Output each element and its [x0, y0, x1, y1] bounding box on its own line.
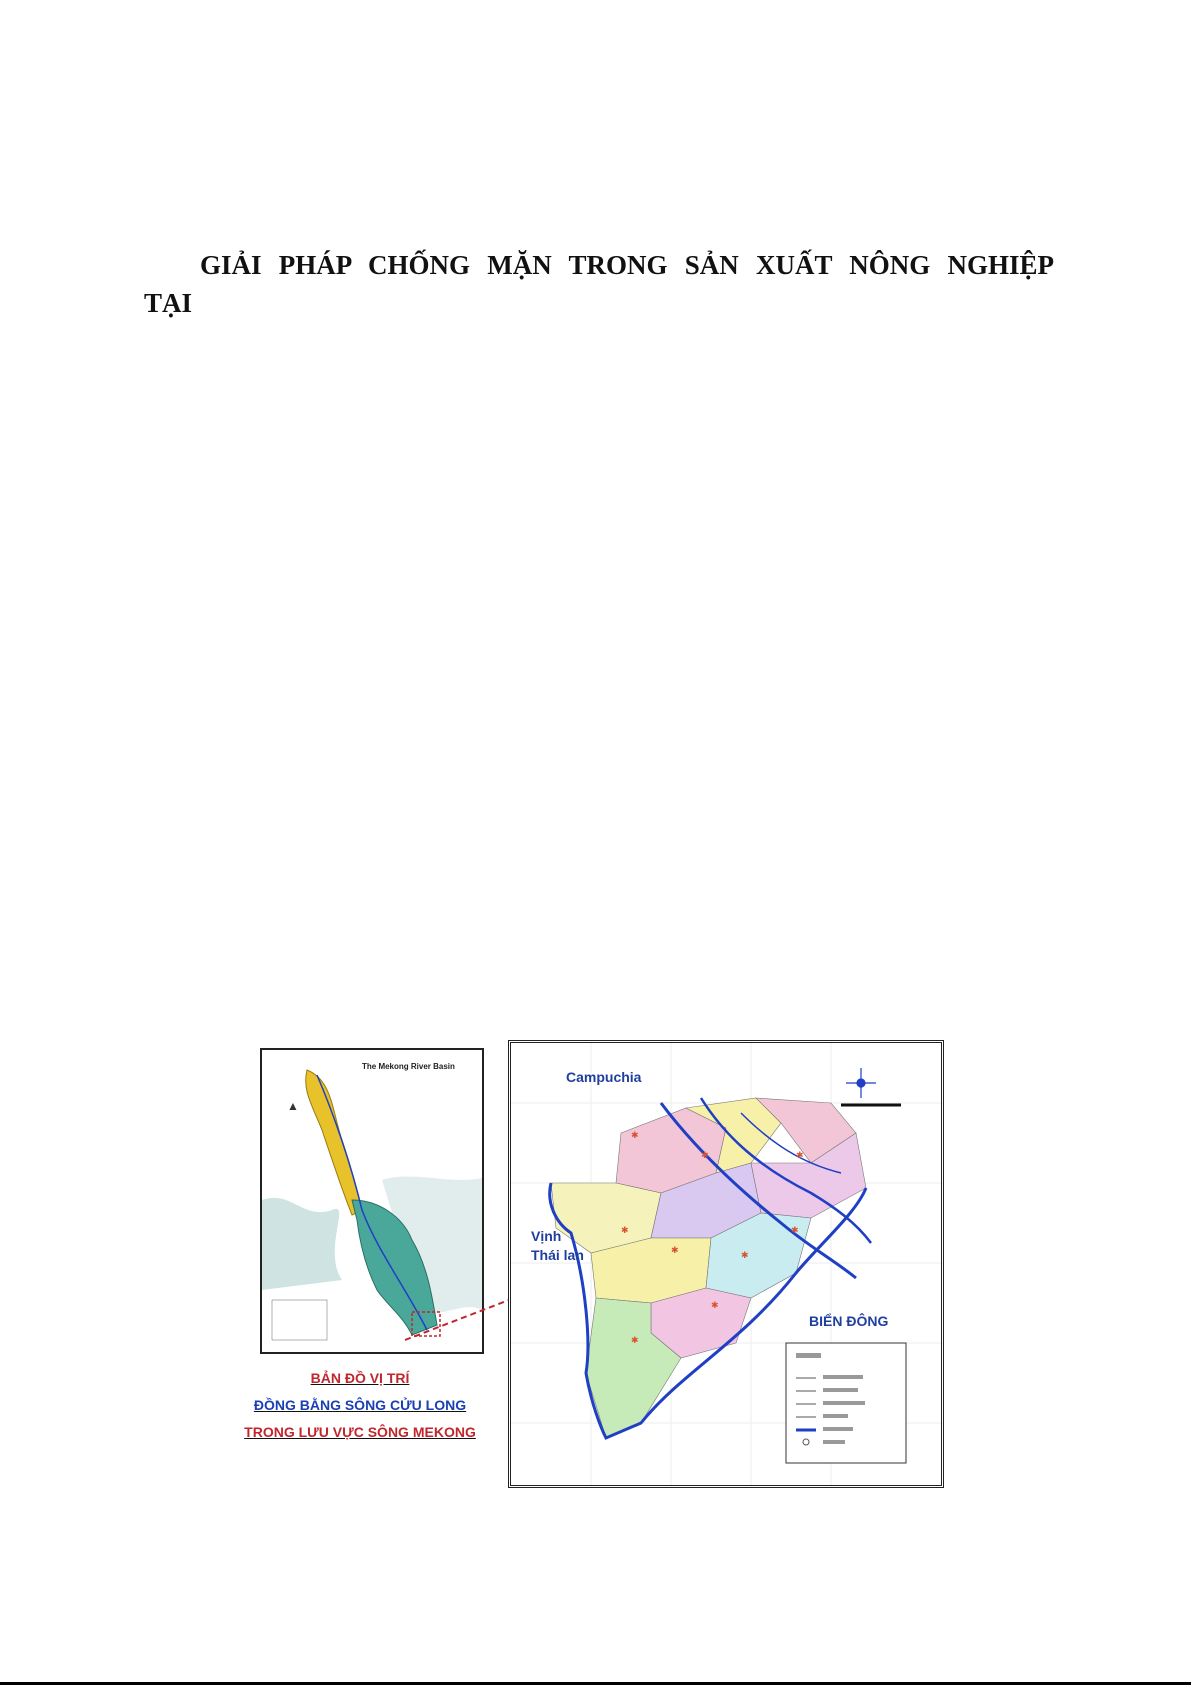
caption-line-2: ĐỒNG BẰNG SÔNG CỬU LONG — [253, 1397, 467, 1413]
delta-map-graphic — [511, 1043, 941, 1485]
title-line-2: TẠI — [144, 288, 193, 318]
inset-title: The Mekong River Basin — [362, 1062, 455, 1071]
svg-text:✱: ✱ — [621, 1225, 629, 1235]
svg-text:✱: ✱ — [711, 1300, 719, 1310]
svg-text:✱: ✱ — [631, 1335, 639, 1345]
caption-line-3: TRONG LƯU VỰC SÔNG MEKONG — [244, 1424, 476, 1440]
svg-text:✱: ✱ — [631, 1130, 639, 1140]
label-campuchia: Campuchia — [566, 1069, 642, 1085]
mekong-delta-map — [508, 1040, 944, 1488]
caption-line-1: BẢN ĐỒ VỊ TRÍ — [310, 1370, 410, 1386]
svg-text:✱: ✱ — [741, 1250, 749, 1260]
svg-text:✱: ✱ — [796, 1150, 804, 1160]
document-title — [144, 246, 1054, 322]
svg-text:✱: ✱ — [671, 1245, 679, 1255]
label-vinh: Vịnh — [531, 1228, 562, 1244]
label-bien-dong: BIỂN ĐÔNG — [809, 1313, 889, 1329]
svg-text:✱: ✱ — [701, 1150, 709, 1160]
svg-text:▲: ▲ — [287, 1099, 299, 1113]
svg-text:✱: ✱ — [791, 1225, 799, 1235]
mekong-map-figure — [230, 1040, 950, 1490]
title-line-1: GIẢI PHÁP CHỐNG MẶN TRONG SẢN XUẤT NÔNG NGHIỆP — [200, 250, 1054, 280]
label-thai-lan: Thái lan — [531, 1247, 584, 1263]
map-caption — [230, 1365, 490, 1446]
